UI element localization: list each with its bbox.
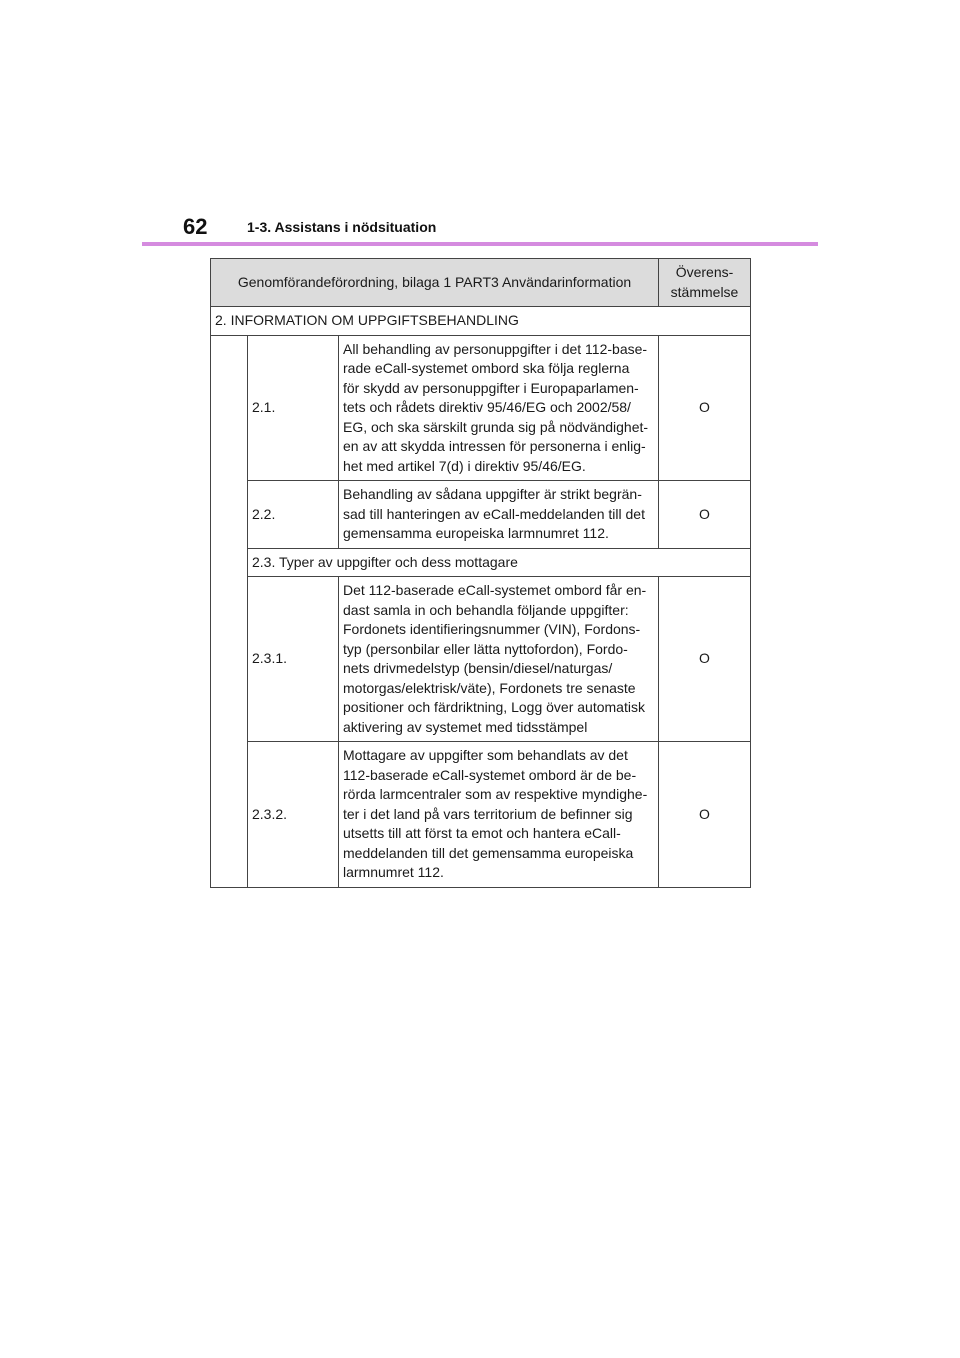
column-header-conformity: Överens- stämmelse (659, 259, 751, 307)
table-row (211, 335, 751, 481)
section-heading: 2. INFORMATION OM UPPGIFTSBEHANDLING (211, 307, 751, 336)
table-row (211, 577, 751, 742)
section-title: 1-3. Assistans i nödsituation (247, 219, 437, 235)
header-divider (142, 242, 818, 246)
section-row-2 (211, 307, 751, 336)
section-heading: 2.3. Typer av uppgifter och dess mottagare (248, 548, 751, 577)
table-row (211, 742, 751, 888)
regulation-table (210, 258, 751, 888)
page-number: 62 (183, 214, 208, 239)
section-row-2-3 (211, 548, 751, 577)
clause-number: 2.3.2. (248, 742, 339, 888)
table-row (211, 481, 751, 549)
clause-text: All behandling av personuppgifter i det 112-base- rade eCall-systemet ombord ska följa reglerna för skydd av personuppgifter i Europaparlamen- tets och rådets direktiv 95/46/EG och 2002/58/ EG, och ska särskilt grunda sig på nödvändighet- en av att skydda intressen för personerna i enlig- het med artikel 7(d) i direktiv 95/46/EG. (339, 335, 659, 481)
clause-text: Det 112-baserade eCall-systemet ombord får en- dast samla in och behandla följande uppgifter: Fordonets identifieringsnummer (VIN), Fordons- typ (personbilar eller lätta nyttofordon), Fordo- nets drivmedelstyp (bensin/diesel/naturgas/ motorgas/elektrisk/väte), Fordonets tre senaste positioner och färdriktning, Logg över automatisk aktivering av systemet med tidsstämpel (339, 577, 659, 742)
clause-text: Behandling av sådana uppgifter är strikt begrän- sad till hanteringen av eCall-meddelanden till det gemensamma europeiska larmnumret 112. (339, 481, 659, 549)
clause-number: 2.1. (248, 335, 339, 481)
column-header-requirement: Genomförandeförordning, bilaga 1 PART3 Användarinformation (211, 259, 659, 307)
clause-number: 2.3.1. (248, 577, 339, 742)
conformity-mark: O (659, 335, 751, 481)
table-header-row (211, 259, 751, 307)
conformity-mark: O (659, 577, 751, 742)
indent-cell (211, 335, 248, 887)
conformity-mark: O (659, 742, 751, 888)
clause-text: Mottagare av uppgifter som behandlats av det 112-baserade eCall-systemet ombord är de be- rörda larmcentraler som av respektive myndighe- ter i det land på vars territorium de befinner sig utsetts till att först ta emot och hantera eCall- meddelanden till det gemensamma europeiska larmnumret 112. (339, 742, 659, 888)
clause-number: 2.2. (248, 481, 339, 549)
conformity-mark: O (659, 481, 751, 549)
